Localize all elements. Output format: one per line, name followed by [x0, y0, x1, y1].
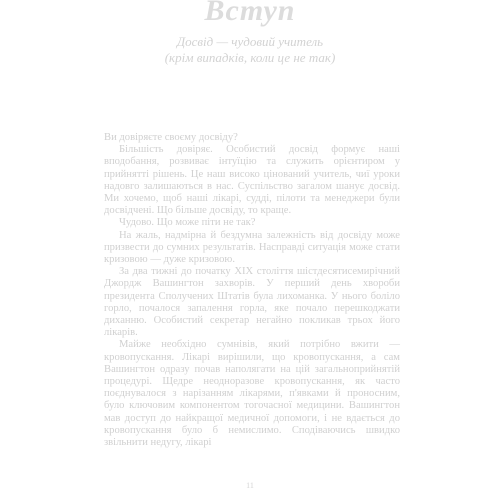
body-text: [104, 132, 400, 449]
subtitle-line-2: (крім випадків, коли це не так): [164, 50, 336, 65]
page-number: 11: [246, 481, 254, 490]
paragraph: Майже необхідно сумнівів, який потрібно вжити — кровопускання. Лікарі вирішили, що кровопускання, а сам Вашингтон одразу почав наполягати на цій загальноприйнятій процедурі. Щедре неодноразове кровопускання, як часто поєднувалося з нарізанням лікарями, п'явками й проносним, було ключовим компонентом тогочасної медицини. Вашингтон мав доступ до найкращої медичної допомоги, і не вдається до кровопускання було б немислимо. Сподіваючись швидко звільнити недугу, лікарі: [104, 339, 400, 449]
paragraph: За два тижні до початку XIX століття шістдесятисемирічний Джордж Вашингтон захворів. У перший день хвороби президента Сполучених Штатів була лихоманка. У нього боліло горло, почалося запалення горла, яке почало перешкоджати диханню. Особистий секретар негайно покликав трьох його лікарів.: [104, 266, 400, 339]
paragraph: Чудово. Що може піти не так?: [119, 217, 256, 229]
paragraph: Ви довіряєте своєму досвіду?: [104, 132, 238, 143]
paragraph: На жаль, надмірна й бездумна залежність від досвіду може призвести до сумних результатів. Насправді ситуація може стати кризовою — дуже кризовою.: [104, 229, 400, 266]
paragraph: Більшість довіряє. Особистий досвід формує наші вподобання, розвиває інтуїцію та служить орієнтиром у прийнятті рішень. Це наш високо цінований учитель, чиї уроки надовго залишаються в нас. Суспільство загалом шанує досвід. Ми хочемо, щоб наші лікарі, судді, пілоти та менеджери були досвідчені. Що більше досвіду, то краще.: [104, 144, 400, 217]
chapter-subtitle: [0, 34, 500, 66]
chapter-title: Вступ: [204, 0, 296, 27]
subtitle-line-1: Досвід — чудовий учитель: [176, 34, 324, 49]
